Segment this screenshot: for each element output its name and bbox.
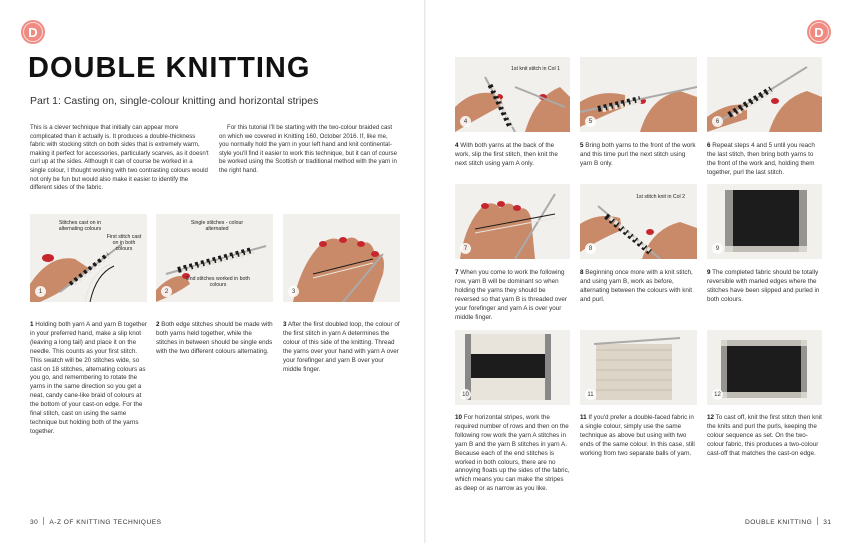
footer-divider: [817, 517, 818, 525]
step-photo-7: [455, 184, 570, 259]
step-caption-10: [455, 414, 570, 494]
step-text: To cast off, knit the first stitch then knit the knits and purl the purls, keeping the colour sequence as set. On the two-colour fabric, this produces a two-colour cast-off that matches the cast-on edge.: [707, 414, 822, 457]
annotation-first-stitch: First stitch cast on in both colours: [106, 234, 142, 252]
step-number: 7: [455, 269, 459, 276]
footer-divider: [43, 517, 44, 525]
step-caption-3: [283, 321, 400, 374]
step-text: With both yarns at the back of the work, slip the first stitch, then knit the next stitch using yarn A only.: [455, 142, 558, 167]
step-text: Repeat steps 4 and 5 until you reach the last stitch, then bring both yarns to the front of the work and, holding them together, purl the last stitch.: [707, 142, 815, 176]
knitting-illustration: [455, 330, 570, 405]
footer-right: [745, 517, 832, 526]
step-text: For horizontal stripes, work the required number of rows and then on the following row work the yarn A stitches in yarn B and the yarn B stitches in yarn A. Because each of the end stitches is worked in both colours, there are no annoying floats up the sides of the fabric, which means you can make the stripes as deep or as narrow as you like.: [455, 414, 570, 493]
step-caption-1: [30, 321, 147, 437]
page-number-left: 30: [30, 519, 39, 526]
section-badge-right: D: [807, 20, 831, 44]
step-text: If you'd prefer a double-faced fabric in a single colour, simply use the same technique as above but using with two ends of the same colour. In this case, still working from two separate balls of yarn.: [580, 414, 695, 457]
step-number-badge: 9: [712, 243, 723, 254]
step-number-badge: 2: [161, 286, 172, 297]
step-number-badge: 1: [35, 286, 46, 297]
knitting-illustration: [283, 214, 400, 302]
step-number: 12: [707, 414, 715, 421]
step-number-badge: 10: [460, 389, 471, 400]
step-caption-5: [580, 142, 697, 169]
footer-section-title-right: DOUBLE KNITTING: [745, 519, 813, 526]
knitting-illustration: [580, 57, 697, 132]
step-text: Beginning once more with a knit stitch, and using yarn B, work as before, alternating between the colours with knit and purl.: [580, 269, 693, 303]
step-photo-11: [580, 330, 697, 405]
step-number: 9: [707, 269, 711, 276]
page-title: DOUBLE KNITTING: [28, 52, 311, 84]
step-number: 6: [707, 142, 711, 149]
section-badge-left: D: [21, 20, 45, 44]
step-number: 5: [580, 142, 584, 149]
step-photo-12: [707, 330, 822, 405]
step-number-badge: 3: [288, 286, 299, 297]
knitting-illustration: [455, 184, 570, 259]
step-caption-9: [707, 269, 822, 305]
step-photo-8: [580, 184, 697, 259]
page-subtitle: Part 1: Casting on, single-colour knitting and horizontal stripes: [30, 95, 319, 107]
page-number-right: 31: [823, 519, 832, 526]
step-text: The completed fabric should be totally reversible with marled edges where the stitches have been slipped and purled in both colours.: [707, 269, 820, 303]
step-photo-2: [156, 214, 273, 302]
annotation-stitches-cast-on: Stitches cast on in alternating colours: [58, 220, 102, 232]
step-photo-1: [30, 214, 147, 302]
step-caption-2: [156, 321, 273, 357]
step-number: 10: [455, 414, 463, 421]
step-number: 11: [580, 414, 587, 421]
step-caption-6: [707, 142, 822, 178]
step-number: 3: [283, 321, 287, 328]
step-text: When you come to work the following row, yarn B will be dominant so when holding the yarns they should be reversed so that yarn B is threaded over your forefinger and yarn A is over your middle finger.: [455, 269, 568, 321]
knitting-illustration: [707, 330, 822, 405]
step-caption-11: [580, 414, 697, 459]
step-number-badge: 5: [585, 116, 596, 127]
step-photo-9: [707, 184, 822, 259]
step-photo-10: [455, 330, 570, 405]
step-photo-4: [455, 57, 570, 132]
step-text: Bring both yarns to the front of the work and this time purl the next stitch using yarn B only.: [580, 142, 696, 167]
footer-section-title-left: A-Z OF KNITTING TECHNIQUES: [49, 519, 162, 526]
step-photo-3: [283, 214, 400, 302]
step-caption-7: [455, 269, 570, 322]
step-text: Both edge stitches should be made with both yarns held together, while the stitches in between should be single ends with the two different colours alternating.: [156, 321, 273, 355]
step-number: 2: [156, 321, 160, 328]
page-gutter: [424, 0, 426, 543]
knitting-illustration: [707, 184, 822, 259]
step-photo-5: [580, 57, 697, 132]
intro-paragraph-1: This is a clever technique that initially can appear more complicated than it actually is. It produces a double-thickness fabric with stocking stitch on both sides that is extremely warm, making it perfect for accessories, particularly scarves, as it doesn't curl up at the sides. Although it can of course be worked in a single colour, I thought working with two contrasting colours would not only be fun but would also make it easier to identify the different sides of the fabric.: [30, 124, 209, 192]
step-number: 4: [455, 142, 459, 149]
step-number: 1: [30, 321, 34, 328]
step-number: 8: [580, 269, 584, 276]
step-number-badge: 12: [712, 389, 723, 400]
knitting-illustration: [580, 330, 697, 405]
step-caption-8: [580, 269, 697, 305]
step-number-badge: 8: [585, 243, 596, 254]
annotation-end-stitches: End stitches worked in both colours: [186, 276, 250, 288]
annotation-single-stitches: Single stitches - colour alternated: [190, 220, 244, 232]
annotation-first-stitch-col2: 1st stitch knit in Col 2: [636, 194, 686, 200]
step-number-badge: 4: [460, 116, 471, 127]
intro-paragraph-2: For this tutorial I'll be starting with the two-colour braided cast on which we covered in Knitting 160, October 2016. If, like me, you normally hold the yarn in your left hand and knit continental-style you'll find it easier to work this technique, but it can of course be worked using the Scottish or traditional method with the yarn in the right hand.: [219, 124, 397, 174]
step-number-badge: 7: [460, 243, 471, 254]
step-caption-4: [455, 142, 570, 169]
footer-left: [30, 517, 162, 526]
step-photo-6: [707, 57, 822, 132]
step-text: Holding both yarn A and yarn B together in your preferred hand, make a slip knot (leaving a long tail) and place it on the needle. This counts as your first stitch. This swatch will be 20 stitches wide, so cast on 18 stitches, alternating colours as you go, and remembering to rotate the yarns in the same direction so you get a neat, candy cane-like braid of colours at the bottom of your cast-on edge. For the final stitch, cast on using the same technique but holding both of the yarns together.: [30, 321, 147, 435]
annotation-first-knit-stitch: 1st knit stitch in Col 1: [511, 66, 561, 72]
step-number-badge: 6: [712, 116, 723, 127]
step-text: After the first doubled loop, the colour of the first stitch in yarn A determines the colour of this side of the knitting. Thread the yarns over your hand with yarn A over your forefinger and yarn B over your middle finger.: [283, 321, 400, 373]
step-caption-12: [707, 414, 822, 459]
knitting-illustration: [707, 57, 822, 132]
step-number-badge: 11: [585, 389, 596, 400]
